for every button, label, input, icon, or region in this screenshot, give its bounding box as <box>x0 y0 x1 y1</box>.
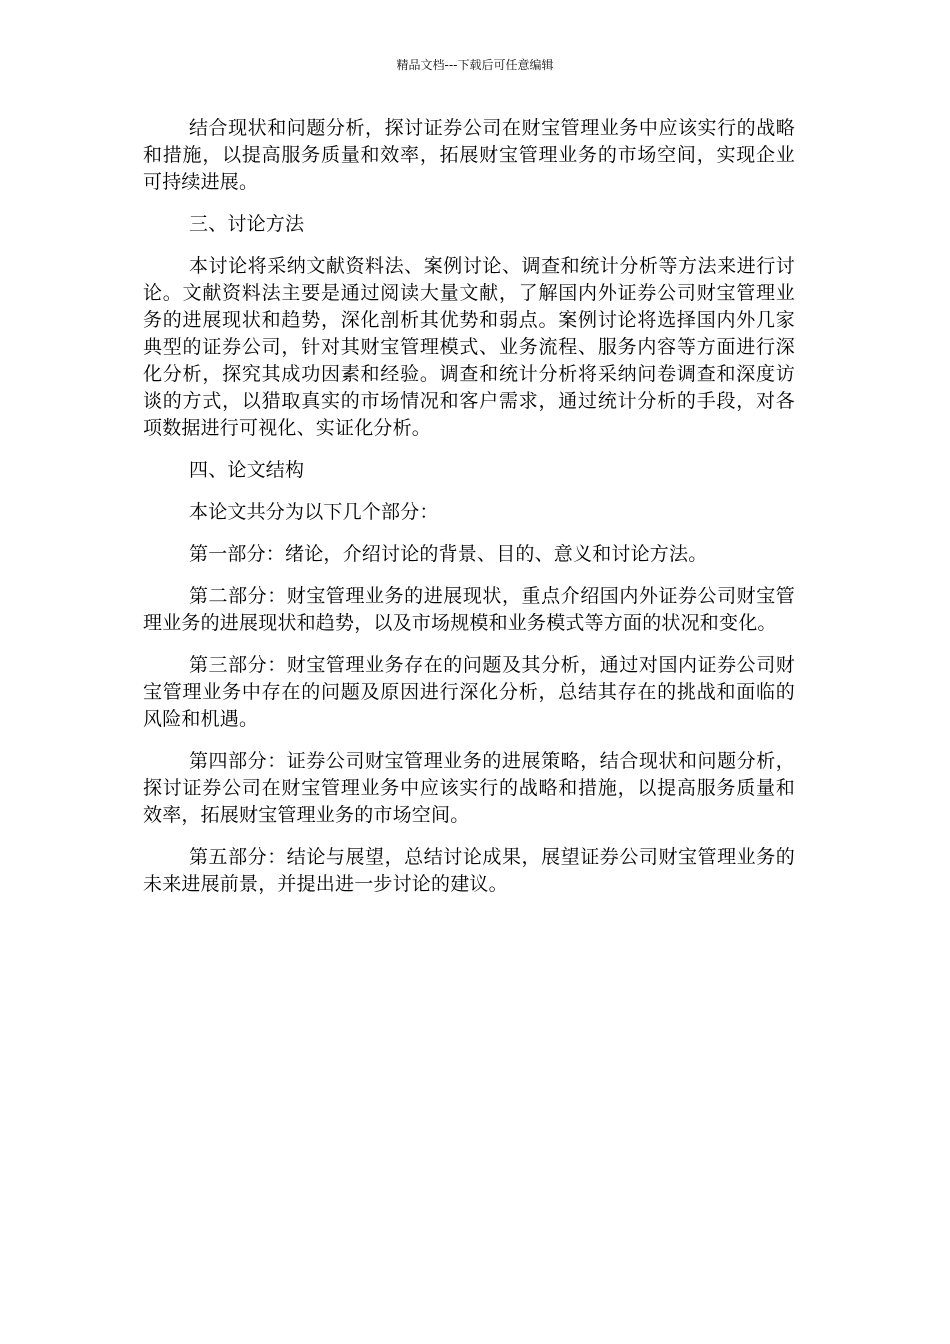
document-body <box>143 115 795 913</box>
paragraph-part-one: 第一部分：绪论，介绍讨论的背景、目的、意义和讨论方法。 <box>189 543 708 565</box>
paragraph-strategy-summary: 结合现状和问题分析，探讨证券公司在财宝管理业务中应该实行的战略和措施，以提高服务质量和效率，拓展财宝管理业务的市场空间，实现企业可持续进展。 <box>143 117 795 193</box>
paragraph-part-three: 第三部分：财宝管理业务存在的问题及其分析，通过对国内证券公司财宝管理业务中存在的问题及原因进行深化分析，总结其存在的挑战和面临的风险和机遇。 <box>143 654 795 730</box>
page-header: 精品文档---下载后可任意编辑 <box>396 58 554 72</box>
paragraph-part-four: 第四部分：证券公司财宝管理业务的进展策略，结合现状和问题分析，探讨证券公司在财宝管理业务中应该实行的战略和措施，以提高服务质量和效率，拓展财宝管理业务的市场空间。 <box>143 750 795 826</box>
paragraph-part-five: 第五部分：结论与展望，总结讨论成果，展望证券公司财宝管理业务的未来进展前景，并提出进一步讨论的建议。 <box>143 846 795 895</box>
section-heading-research-methods: 三、讨论方法 <box>189 213 305 235</box>
paragraph-research-methods: 本讨论将采纳文献资料法、案例讨论、调查和统计分析等方法来进行讨论。文献资料法主要是通过阅读大量文献，了解国内外证券公司财宝管理业务的进展现状和趋势，深化剖析其优势和弱点。案例讨论将选择国内外几家典型的证券公司，针对其财宝管理模式、业务流程、服务内容等方面进行深化分析，探究其成功因素和经验。调查和统计分析将采纳问卷调查和深度访谈的方式，以猎取真实的市场情况和客户需求，通过统计分析的手段，对各项数据进行可视化、实证化分析。 <box>143 255 795 439</box>
section-heading-thesis-structure: 四、论文结构 <box>189 459 305 481</box>
paragraph-structure-intro: 本论文共分为以下几个部分： <box>189 501 439 523</box>
paragraph-part-two: 第二部分：财宝管理业务的进展现状，重点介绍国内外证券公司财宝管理业务的进展现状和趋势，以及市场规模和业务模式等方面的状况和变化。 <box>143 585 795 634</box>
